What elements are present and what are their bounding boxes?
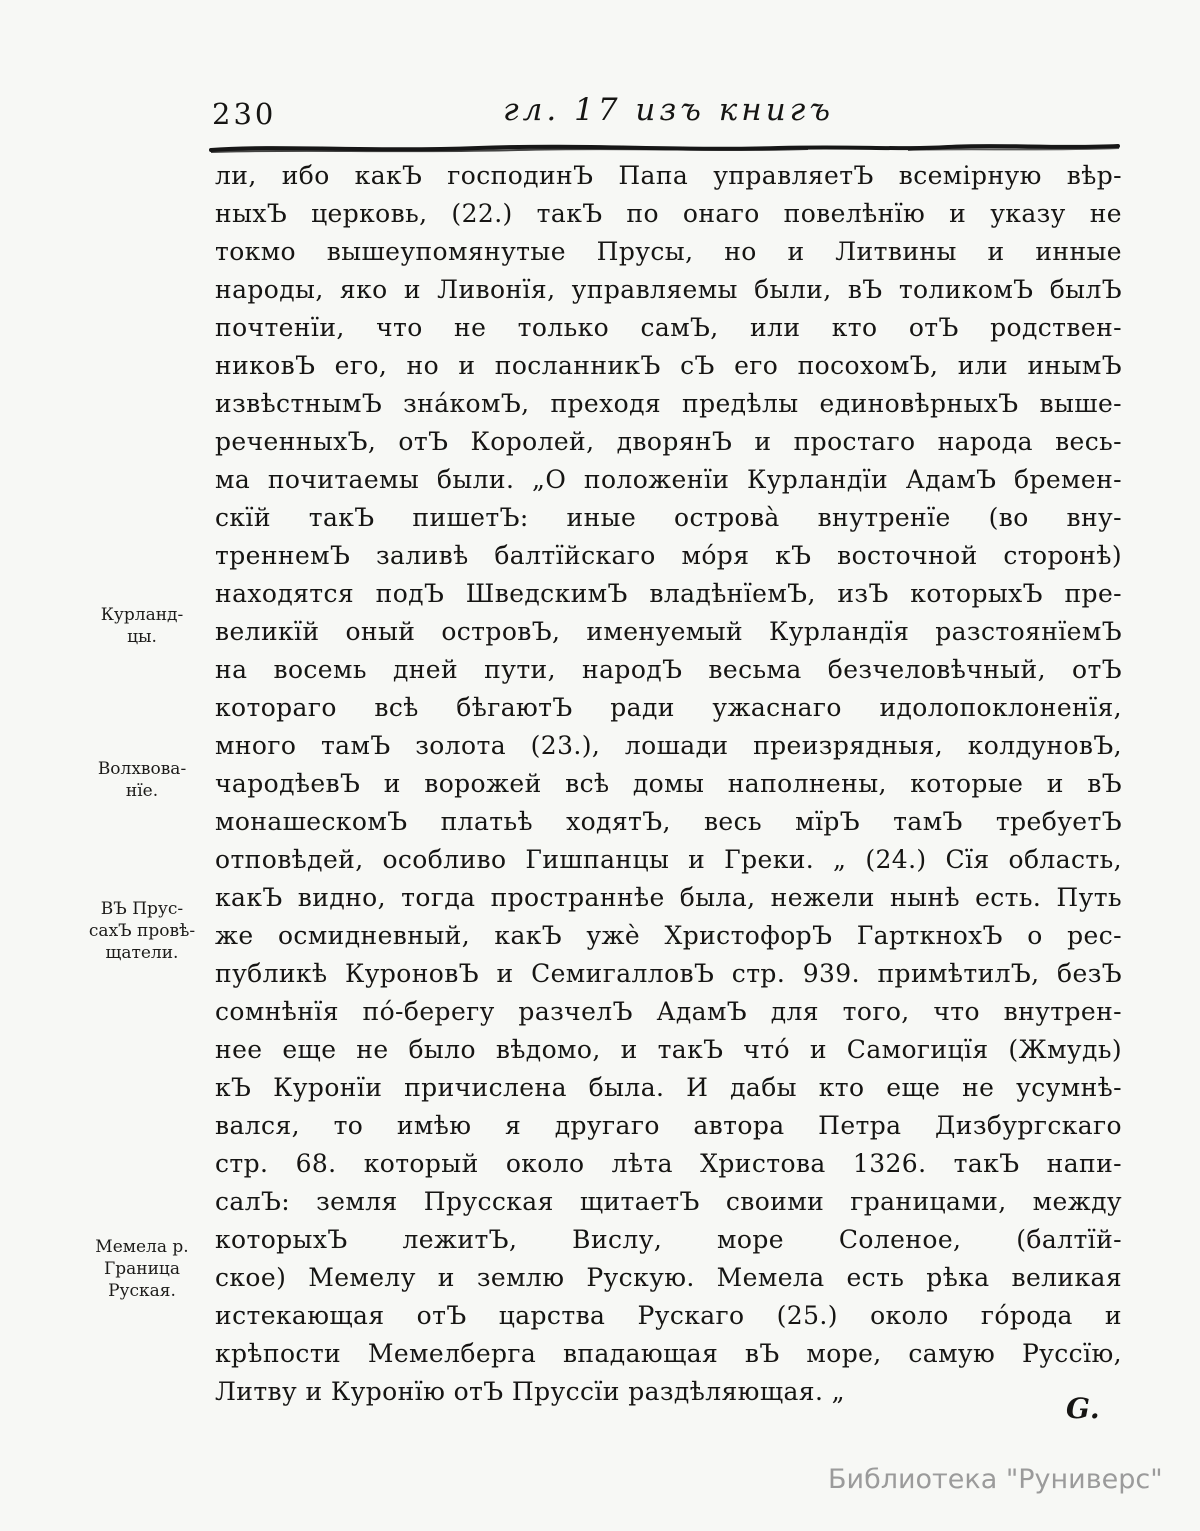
text-line: ское) Мемелу и землю Рускую. Мемела есть рѣка великая [215,1263,1122,1292]
text-line: отповѣдей, особливо Гишпанцы и Греки. „ (24.) Сїя область, [215,845,1122,874]
margin-note-line: цы. [127,627,157,647]
text-line: треннемЪ заливѣ балтїйскаго мо́ря кЪ восточной сторонѣ) [215,541,1122,570]
margin-note-kurlandtsy [76,604,208,648]
text-line: Литву и Куронїю отЪ Пруссїи раздѣляющая. „ [215,1377,845,1406]
text-line: стр. 68. который около лѣта Христова 1326. такЪ напи- [215,1149,1122,1178]
text-line: извѣстнымЪ зна́комЪ, преходя предѣлы единовѣрныхЪ выше- [215,389,1122,418]
text-line: истекающая отЪ царства Рускаго (25.) около го́рода и [215,1301,1122,1330]
running-header: гл. 17 изъ книгъ [502,92,835,128]
text-line: котораго всѣ бѣгаютЪ ради ужаснаго идолопоклоненїя, [215,693,1122,722]
main-text-block [215,157,1122,1411]
page-number: 230 [212,97,277,131]
text-line: же осмидневный, какЪ ужѐ ХристофорЪ ГарткнохЪ о рес- [215,921,1122,950]
text-line: которыхЪ лежитЪ, Вислу, море Соленое, (балтїй- [215,1225,1122,1254]
header-rule [208,140,1122,156]
text-line: на восемь дней пути, народЪ весьма безчеловѣчный, отЪ [215,655,1122,684]
text-line: чародѣевЪ и ворожей всѣ домы наполнены, которые и вЪ [215,769,1122,798]
text-line: ныхЪ церковь, (22.) такЪ по онаго повелѣнїю и указу не [215,199,1122,228]
text-line: сомнѣнїя по́-берегу разчелЪ АдамЪ для того, что внутрен- [215,997,1122,1026]
text-line: крѣпости Мемелберга впадающая вЪ море, самую Руссїю, [215,1339,1122,1368]
text-line: народы, яко и Ливонїя, управляемы были, вЪ толикомЪ былЪ [215,275,1122,304]
margin-note-proveshchateli [76,898,208,964]
library-watermark: Библиотека "Руниверс" [828,1464,1163,1495]
margin-note-line: Курланд- [100,605,184,625]
text-line: публикѣ КуроновЪ и СемигалловЪ стр. 939. примѣтилЪ, безЪ [215,959,1122,988]
text-line: салЪ: земля Прусская щитаетЪ своими границами, между [215,1187,1122,1216]
text-line: скїй такЪ пишетЪ: иные острова̀ внутренїе (во вну- [215,503,1122,532]
margin-note-line: сахЪ провѣ- [88,921,196,941]
text-line: нее еще не было вѣдомо, и такЪ что́ и Самогицїя (Жмудь) [215,1035,1122,1064]
catchword-signature-mark: G. [1066,1392,1101,1425]
margin-note-line: Руская. [108,1281,176,1301]
margin-note-line: Мемела р. [95,1237,189,1257]
text-line: токмо вышеупомянутые Прусы, но и Литвины и инные [215,237,1122,266]
text-line: реченныхЪ, отЪ Королей, дворянЪ и простаго народа весь- [215,427,1122,456]
margin-note-memela-granitsa [76,1236,208,1302]
text-line: какЪ видно, тогда пространнѣе была, нежели нынѣ есть. Путь [215,883,1122,912]
text-line: много тамЪ золота (23.), лошади преизрядныя, колдуновЪ, [215,731,1122,760]
text-line: никовЪ его, но и посланникЪ сЪ его посохомЪ, или инымЪ [215,351,1122,380]
text-line: великїй оный островЪ, именуемый Курландїя разстоянїемЪ [215,617,1122,646]
margin-note-line: Граница [103,1259,180,1279]
text-line: кЪ Куронїи причислена была. И дабы кто еще не усумнѣ- [215,1073,1122,1102]
text-line: находятся подЪ ШведскимЪ владѣнїемЪ, изЪ которыхЪ пре- [215,579,1122,608]
text-line: ма почитаемы были. „О положенїи Курландїи АдамЪ бремен- [215,465,1122,494]
text-line: ли, ибо какЪ господинЪ Папа управляетЪ всемірную вѣр- [215,161,1122,190]
margin-note-line: щатели. [105,943,179,963]
text-line: монашескомЪ платьѣ ходятЪ, весь мїрЪ тамЪ требуетЪ [215,807,1122,836]
margin-note-line: Волхвова- [97,759,187,779]
text-line: вался, то имѣю я другаго автора Петра Дизбургскаго [215,1111,1122,1140]
margin-note-line: ВЪ Прус- [100,899,184,919]
margin-note-line: нїе. [125,781,159,801]
margin-note-volkhvovanie [76,758,208,802]
text-line: почтенїи, что не только самЪ, или кто отЪ родствен- [215,313,1122,342]
